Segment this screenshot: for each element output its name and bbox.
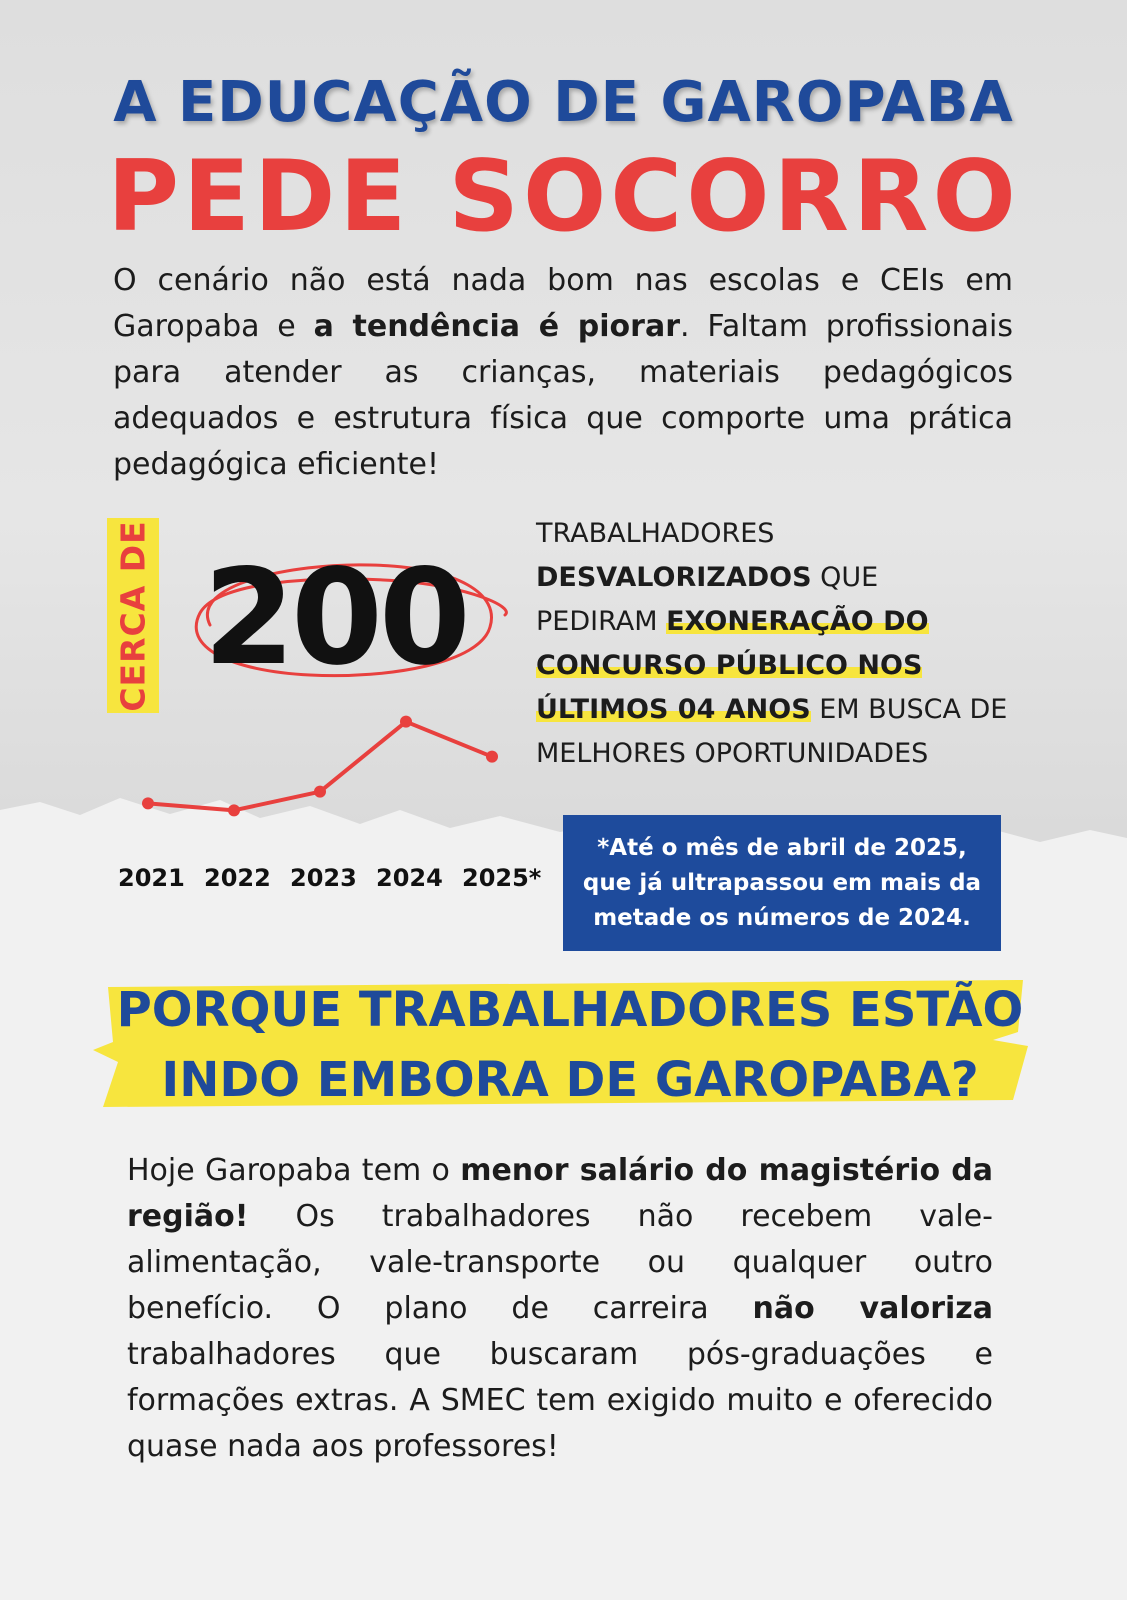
data-point-2023 xyxy=(314,786,326,798)
question-heading xyxy=(90,975,1050,1115)
intro-paragraph xyxy=(113,258,1013,488)
question-line2: INDO EMBORA DE GAROPABA? xyxy=(161,1052,979,1108)
data-point-2022 xyxy=(228,804,240,816)
body-paragraph xyxy=(127,1148,993,1470)
stat-line1: TRABALHADORES xyxy=(536,518,775,549)
stat-bold1: DESVALORIZADOS xyxy=(536,562,812,593)
stat-text2: PEDIRAM xyxy=(536,606,667,637)
intro-text-1: O cenário não está nada bom nas escolas e CEIs em Garopaba e xyxy=(113,263,1013,344)
stat-number: 200 xyxy=(203,541,467,695)
headline-top: A EDUCAÇÃO DE GAROPABA xyxy=(113,70,1014,135)
data-point-2024 xyxy=(400,716,412,728)
cerca-de-badge xyxy=(107,518,159,713)
x-label-2023: 2023 xyxy=(290,864,357,892)
body-text-1: Hoje Garopaba tem o xyxy=(127,1153,461,1188)
stat-text1: QUE xyxy=(811,562,879,593)
body-bold-2: não valoriza xyxy=(752,1291,993,1326)
body-text-2: Os trabalhadores não recebem vale-alimentação, vale-transporte ou qualquer outro benefício. O plano de carreira xyxy=(127,1199,993,1326)
intro-text-2: . Faltam profissionais para atender as crianças, materiais pedagógicos adequados e estrutura física que comporte uma prática pedagógica eficiente! xyxy=(113,309,1013,482)
x-label-2024: 2024 xyxy=(376,864,443,892)
stat-text3: EM BUSCA DE MELHORES OPORTUNIDADES xyxy=(536,694,1008,769)
stat-bold2: EXONERAÇÃO DO CONCURSO PÚBLICO NOS ÚLTIMOS 04 ANOS xyxy=(536,606,929,725)
question-line1: PORQUE TRABALHADORES ESTÃO xyxy=(116,982,1024,1038)
body-text-3: trabalhadores que buscaram pós-graduações e formações extras. A SMEC tem exigido muito e oferecido quase nada aos professores! xyxy=(127,1337,993,1464)
x-label-2025: 2025* xyxy=(462,864,542,892)
data-point-2021 xyxy=(142,797,154,809)
trend-line-chart xyxy=(110,705,530,855)
intro-bold: a tendência é piorar xyxy=(313,309,680,344)
footnote-text: *Até o mês de abril de 2025, que já ultrapassou em mais da metade os números de 2024. xyxy=(582,834,982,931)
data-point-2025 xyxy=(486,751,498,763)
cerca-de-label: CERCA DE xyxy=(113,519,153,712)
headline-main: PEDE SOCORRO xyxy=(107,140,1020,254)
footnote-box xyxy=(563,815,1001,951)
x-label-2022: 2022 xyxy=(204,864,271,892)
x-label-2021: 2021 xyxy=(118,864,185,892)
body-bold-1: menor salário do magistério da região! xyxy=(127,1153,993,1234)
stat-description xyxy=(536,512,1056,776)
